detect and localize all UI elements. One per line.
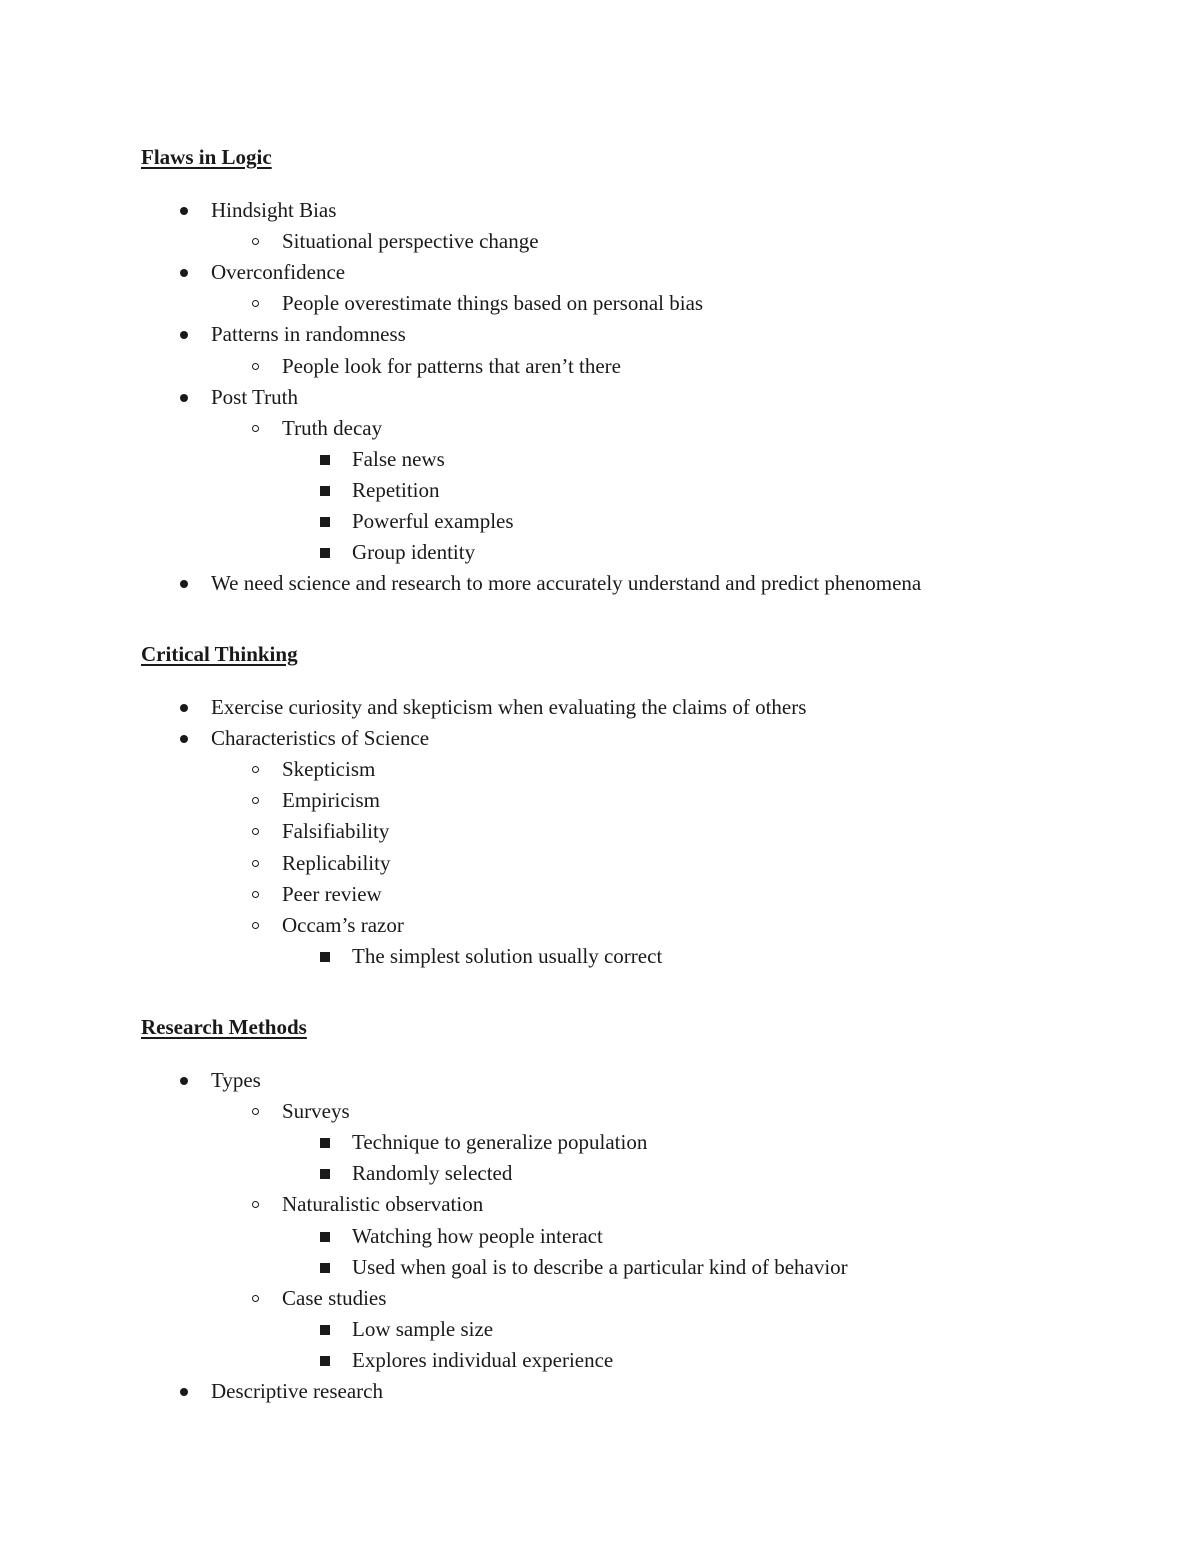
disc-bullet-icon	[180, 394, 188, 402]
list-item-level-3	[0, 941, 1200, 972]
list-item-text: Empiricism	[282, 788, 380, 813]
circle-bullet-icon	[252, 1201, 259, 1208]
list-item-level-2	[0, 785, 1200, 816]
list-item-text: Powerful examples	[352, 509, 514, 533]
list-item-text: Post Truth	[211, 384, 298, 409]
square-bullet-icon	[320, 1325, 330, 1335]
list-item-level-3	[0, 1127, 1200, 1158]
list-item-text: Hindsight Bias	[211, 198, 337, 222]
list-item-text: Explores individual experience	[352, 1347, 614, 1372]
list-item-text: False news	[352, 446, 445, 471]
list-item-text: Peer review	[282, 881, 382, 906]
disc-bullet-icon	[180, 207, 188, 215]
list-item-text: Case studies	[282, 1285, 387, 1310]
list-item-text: Replicability	[282, 850, 391, 875]
list-item-text: Low sample size	[352, 1316, 494, 1341]
section-heading: Critical Thinking	[141, 642, 298, 666]
circle-bullet-icon	[252, 860, 259, 867]
list-item-level-1	[0, 692, 1200, 723]
circle-bullet-icon	[252, 1295, 259, 1302]
list-item-level-3	[0, 444, 1200, 475]
list-item-level-2	[0, 413, 1200, 444]
square-bullet-icon	[320, 1356, 330, 1366]
list-item-text: Types	[211, 1068, 261, 1092]
circle-bullet-icon	[252, 891, 259, 898]
list-item-text: Falsifiability	[282, 819, 390, 844]
list-item-level-1	[0, 1065, 1200, 1096]
list-item-level-2	[0, 910, 1200, 941]
list-item-text: Truth decay	[282, 415, 383, 440]
list-item-text: Occam’s razor	[282, 912, 404, 937]
circle-bullet-icon	[252, 1108, 259, 1115]
square-bullet-icon	[320, 1138, 330, 1148]
list-item-level-2	[0, 816, 1200, 847]
circle-bullet-icon	[252, 797, 259, 804]
list-item-text: Surveys	[282, 1099, 350, 1124]
list-item-text: People look for patterns that aren’t there	[282, 353, 621, 378]
list-item-level-1	[0, 723, 1200, 754]
disc-bullet-icon	[180, 580, 188, 588]
list-item-text: Patterns in randomness	[211, 322, 406, 347]
list-item-text: Situational perspective change	[282, 229, 539, 254]
list-item-level-1	[0, 257, 1200, 288]
list-item-text: Descriptive research	[211, 1379, 383, 1403]
list-item-level-3	[0, 1252, 1200, 1283]
section-heading: Research Methods	[141, 1015, 307, 1039]
list-item-text: Watching how people interact	[352, 1223, 603, 1248]
list-item-level-3	[0, 1221, 1200, 1252]
list-item-text: Used when goal is to describe a particular kind of behavior	[352, 1254, 848, 1279]
square-bullet-icon	[320, 1263, 330, 1273]
list-item-level-2	[0, 754, 1200, 785]
square-bullet-icon	[320, 517, 330, 527]
list-item-level-3	[0, 475, 1200, 506]
list-item-level-2	[0, 351, 1200, 382]
circle-bullet-icon	[252, 828, 259, 835]
list-item-level-2	[0, 848, 1200, 879]
list-item-level-1	[0, 195, 1200, 226]
list-item-level-2	[0, 226, 1200, 257]
circle-bullet-icon	[252, 363, 259, 370]
list-item-level-2	[0, 1189, 1200, 1220]
list-item-level-1	[0, 319, 1200, 350]
section-heading: Flaws in Logic	[141, 145, 272, 169]
list-item-text: We need science and research to more accurately understand and predict phenomena	[211, 571, 922, 596]
circle-bullet-icon	[252, 425, 259, 432]
list-item-level-2	[0, 288, 1200, 319]
list-item-text: Repetition	[352, 477, 440, 502]
list-item-level-3	[0, 1345, 1200, 1376]
list-item-level-2	[0, 879, 1200, 910]
list-item-text: Overconfidence	[211, 260, 346, 285]
disc-bullet-icon	[180, 704, 188, 712]
list-item-level-1	[0, 382, 1200, 413]
square-bullet-icon	[320, 1232, 330, 1242]
disc-bullet-icon	[180, 1077, 188, 1085]
disc-bullet-icon	[180, 1388, 188, 1396]
square-bullet-icon	[320, 455, 330, 465]
list-item-level-1	[0, 1376, 1200, 1407]
square-bullet-icon	[320, 486, 330, 496]
list-item-text: Skepticism	[282, 757, 376, 782]
list-item-level-2	[0, 1096, 1200, 1127]
square-bullet-icon	[320, 952, 330, 962]
circle-bullet-icon	[252, 300, 259, 307]
list-item-level-3	[0, 537, 1200, 568]
square-bullet-icon	[320, 1169, 330, 1179]
list-item-text: The simplest solution usually correct	[352, 943, 663, 968]
circle-bullet-icon	[252, 766, 259, 773]
list-item-text: Randomly selected	[352, 1161, 513, 1186]
disc-bullet-icon	[180, 331, 188, 339]
list-item-level-2	[0, 1283, 1200, 1314]
list-item-text: Characteristics of Science	[211, 726, 430, 751]
list-item-level-3	[0, 506, 1200, 537]
disc-bullet-icon	[180, 269, 188, 277]
circle-bullet-icon	[252, 922, 259, 929]
circle-bullet-icon	[252, 238, 259, 245]
list-item-text: Technique to generalize population	[352, 1130, 648, 1155]
list-item-text: Naturalistic observation	[282, 1192, 484, 1217]
list-item-text: Group identity	[352, 540, 476, 565]
list-item-text: Exercise curiosity and skepticism when evaluating the claims of others	[211, 695, 807, 719]
disc-bullet-icon	[180, 735, 188, 743]
list-item-level-1	[0, 568, 1200, 599]
list-item-level-3	[0, 1314, 1200, 1345]
list-item-text: People overestimate things based on personal bias	[282, 291, 704, 316]
square-bullet-icon	[320, 548, 330, 558]
list-item-level-3	[0, 1158, 1200, 1189]
